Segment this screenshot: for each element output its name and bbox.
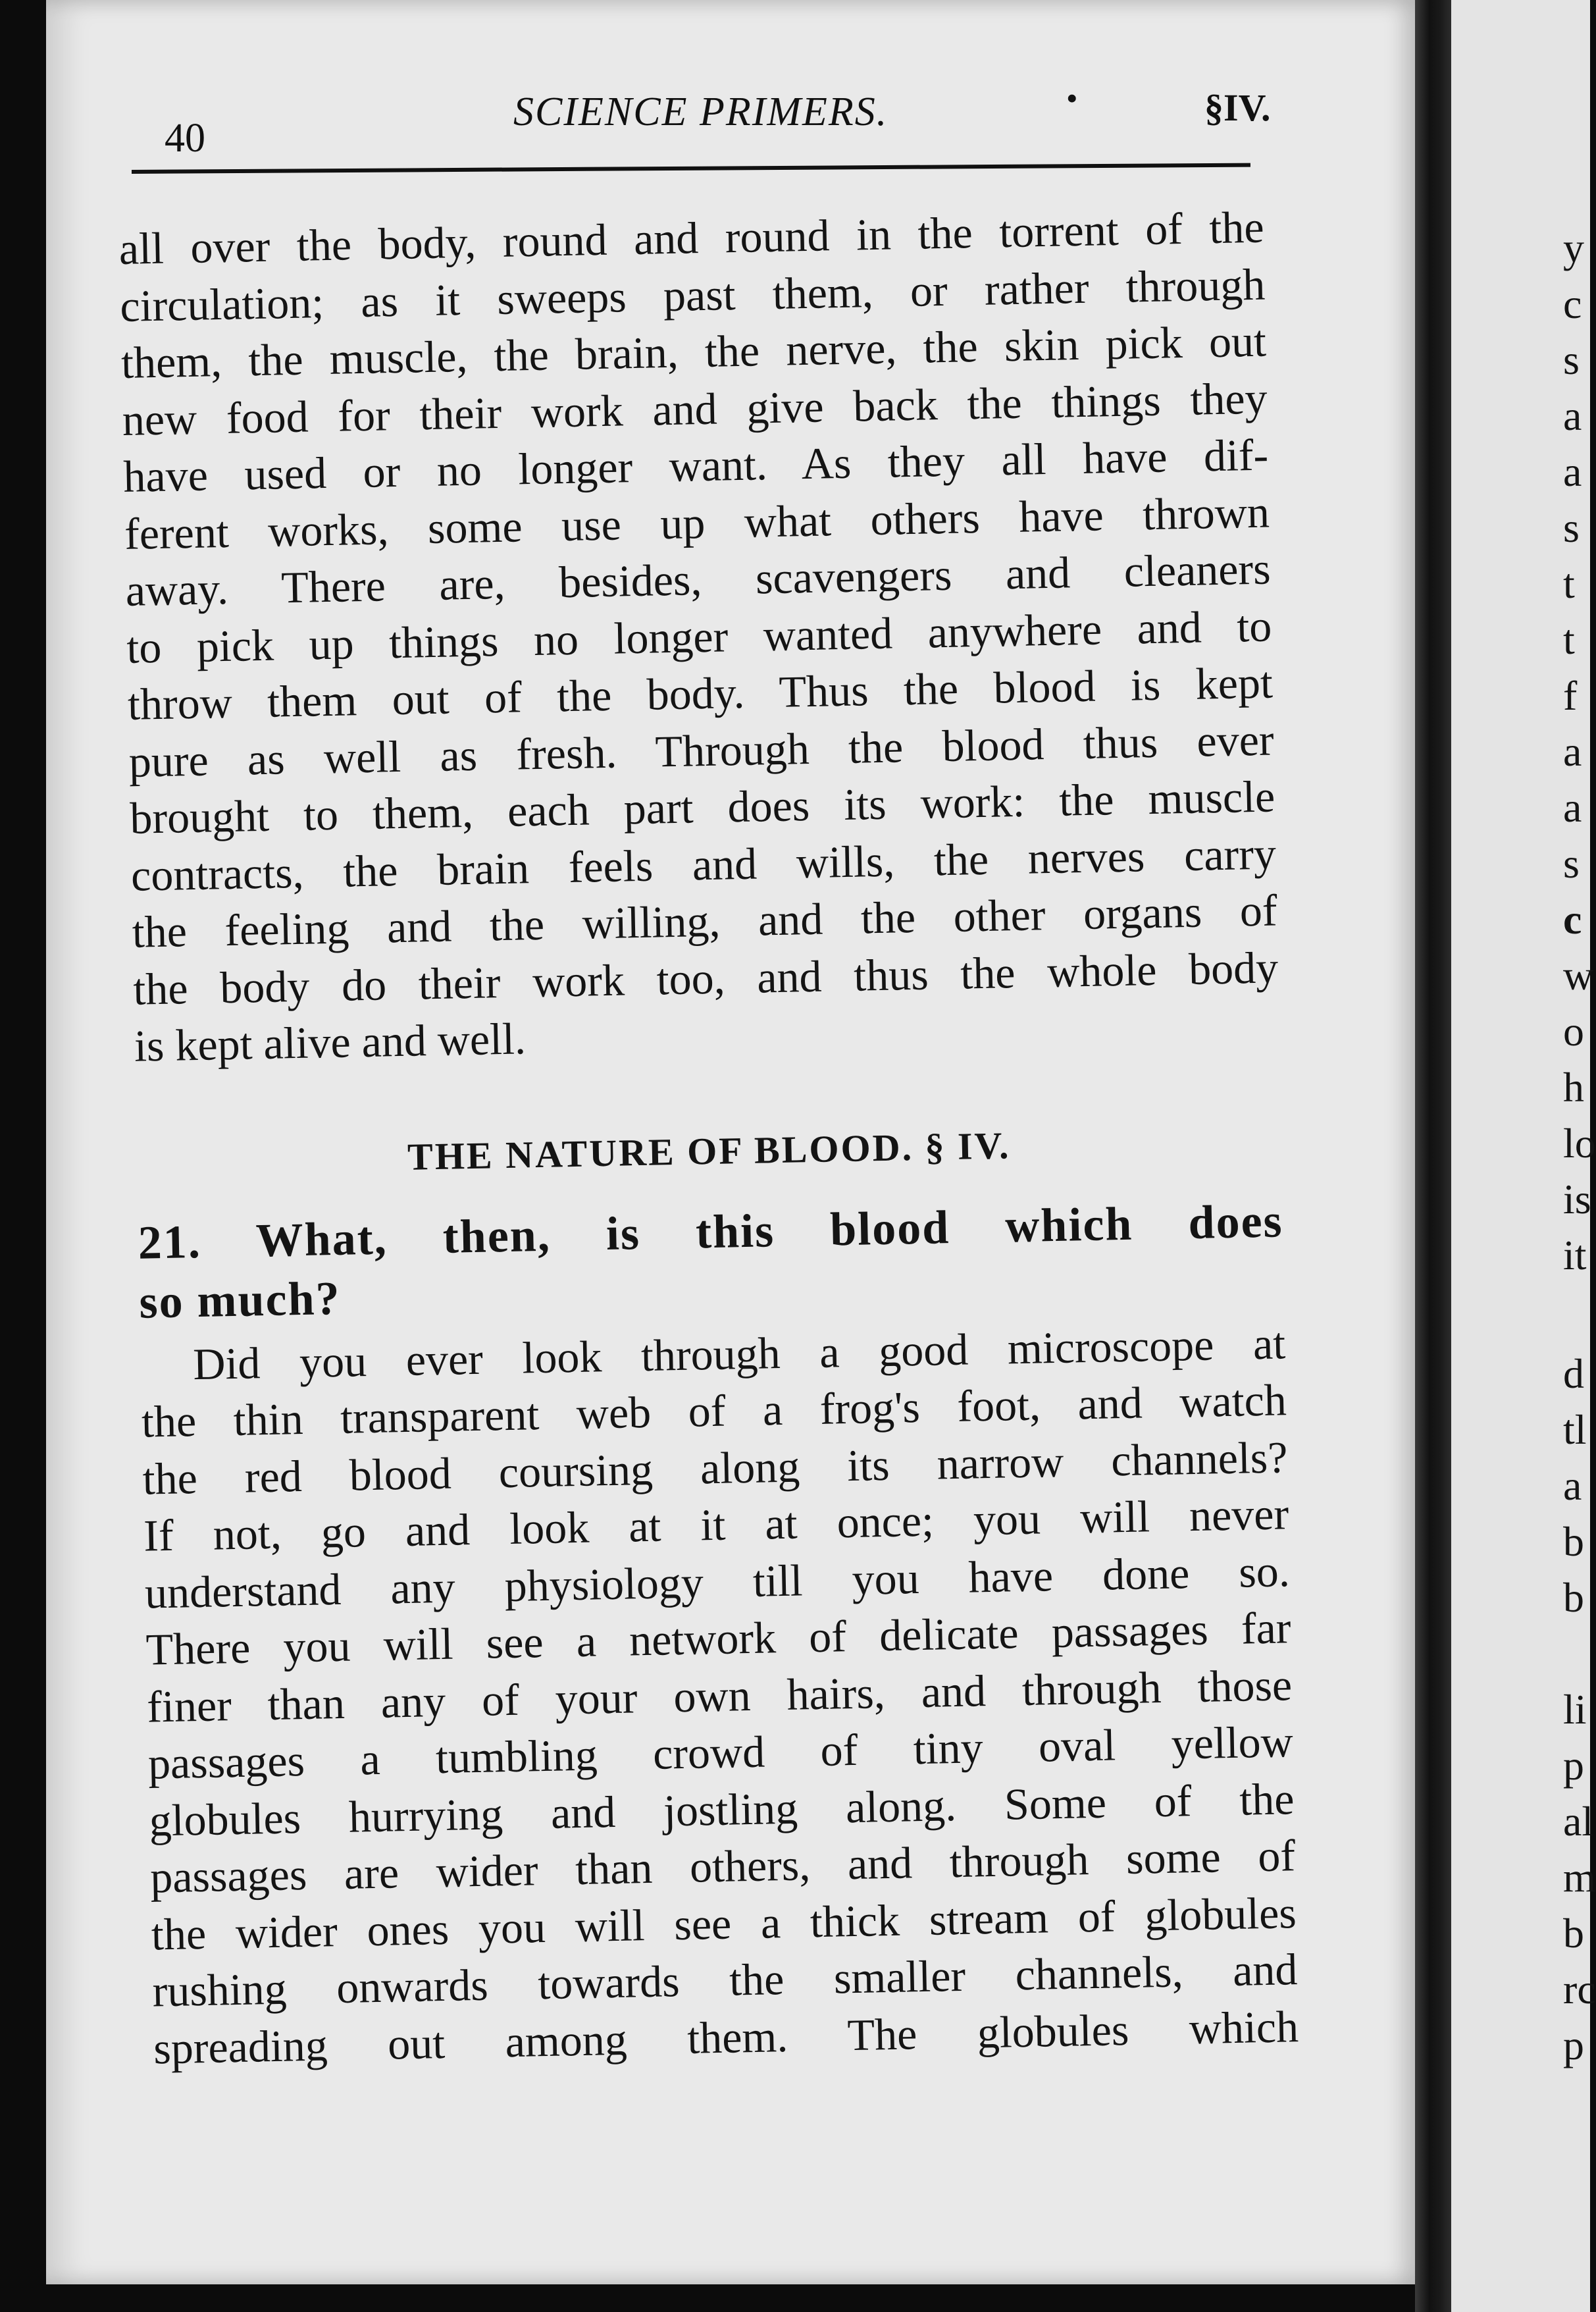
facing-letter: t bbox=[1563, 616, 1575, 663]
section-mark-icon: § bbox=[1204, 86, 1223, 129]
text-line: brought to them, each part does its work: the muscle bbox=[129, 771, 1275, 843]
facing-letter: it bbox=[1563, 1232, 1587, 1278]
text-line: have used or no longer want. As they all have dif- bbox=[122, 429, 1269, 502]
facing-letter: c bbox=[1563, 896, 1582, 943]
text-line: away. There are, besides, scavengers and cleaners bbox=[125, 543, 1272, 616]
facing-letter: s bbox=[1563, 840, 1580, 887]
section-heading: THE NATURE OF BLOOD. § IV. bbox=[407, 1123, 1012, 1178]
facing-letter: a bbox=[1563, 1462, 1582, 1509]
facing-letter: b bbox=[1563, 1518, 1584, 1565]
facing-letter: s bbox=[1563, 504, 1580, 551]
text-line: the thin transparent web of a frog's foot, and watch bbox=[141, 1375, 1287, 1447]
facing-letter: o bbox=[1563, 1008, 1584, 1055]
text-line: rushing onwards towards the smaller channels, and bbox=[151, 1944, 1299, 2016]
text-line: them, the muscle, the brain, the nerve, the skin pick out bbox=[120, 315, 1267, 388]
paragraph-continued bbox=[118, 199, 1280, 1075]
facing-letter: f bbox=[1563, 672, 1578, 719]
text-line: ferent works, some use up what others have thrown bbox=[124, 486, 1270, 559]
facing-page-edge bbox=[1451, 0, 1596, 2312]
text-line: finer than any of your own hairs, and through those bbox=[146, 1659, 1293, 1732]
facing-letter: h bbox=[1563, 1064, 1584, 1111]
text-line: the wider ones you will see a thick stream of globules bbox=[151, 1887, 1297, 1960]
text-line: If not, go and look at it at once; you will never bbox=[143, 1488, 1289, 1561]
text-line: pure as well as fresh. Through the blood thus ever bbox=[128, 714, 1275, 787]
facing-letter: d bbox=[1563, 1350, 1584, 1397]
facing-letter: a bbox=[1563, 392, 1582, 439]
text-line: is kept alive and well. bbox=[134, 1013, 527, 1071]
question-line: 21. What, then, is this blood which does bbox=[138, 1194, 1284, 1269]
facing-letter: a bbox=[1563, 728, 1582, 775]
book-gutter bbox=[1415, 0, 1451, 2312]
running-head bbox=[165, 79, 1323, 161]
running-title: SCIENCE PRIMERS. bbox=[513, 90, 888, 134]
text-line: all over the body, round and round in the torrent of the bbox=[118, 201, 1265, 274]
facing-letter: a bbox=[1563, 784, 1582, 831]
text-line: the feeling and the willing, and the other organs of bbox=[132, 885, 1278, 957]
facing-letter: b bbox=[1563, 1910, 1584, 1957]
text-line: the body do their work too, and thus the whole body bbox=[132, 941, 1279, 1014]
facing-letter: al bbox=[1563, 1798, 1594, 1845]
facing-letter: w bbox=[1563, 952, 1594, 999]
facing-letter: a bbox=[1563, 448, 1582, 495]
text-line: circulation; as it sweeps past them, or rather through bbox=[119, 259, 1266, 331]
text-line: contracts, the brain feels and wills, the nerves carry bbox=[130, 828, 1277, 901]
facing-letter: c bbox=[1563, 280, 1582, 327]
text-line: the red blood coursing along its narrow channels? bbox=[142, 1431, 1289, 1504]
question-heading bbox=[138, 1191, 1285, 1331]
body-text bbox=[118, 199, 1299, 2077]
facing-letter: b bbox=[1563, 1574, 1584, 1621]
text-line: understand any physiology till you have done so. bbox=[144, 1545, 1291, 1618]
text-line: new food for their work and give back the things they bbox=[122, 373, 1268, 445]
section-reference: §IV. bbox=[1204, 86, 1271, 129]
text-line: to pick up things no longer wanted anywhere and to bbox=[126, 600, 1272, 673]
facing-letter: li bbox=[1563, 1686, 1587, 1733]
text-line: Did you ever look through a good microscope at bbox=[192, 1317, 1286, 1389]
paragraph-answer bbox=[140, 1315, 1299, 2077]
facing-letter: is bbox=[1563, 1176, 1591, 1222]
facing-letter: s bbox=[1563, 336, 1580, 383]
facing-letter: t bbox=[1563, 560, 1575, 607]
facing-letter: tl bbox=[1563, 1406, 1587, 1453]
ink-speck: • bbox=[1066, 80, 1078, 117]
facing-letter: rc bbox=[1563, 1966, 1596, 2012]
facing-letter: m bbox=[1563, 1854, 1596, 1901]
text-line: globules hurrying and jostling along. Some of the bbox=[148, 1773, 1295, 1846]
text-line: There you will see a network of delicate passages far bbox=[145, 1602, 1292, 1675]
text-line: passages a tumbling crowd of tiny oval yellow bbox=[147, 1716, 1294, 1789]
facing-letter: p bbox=[1563, 1742, 1584, 1789]
text-line: spreading out among them. The globules which bbox=[153, 2001, 1299, 2073]
question-line: so much? bbox=[138, 1271, 342, 1328]
text-line: throw them out of the body. Thus the blood is kept bbox=[127, 657, 1274, 729]
facing-letter: lo bbox=[1563, 1120, 1596, 1167]
page-number: 40 bbox=[165, 116, 205, 161]
facing-letter: p bbox=[1563, 2022, 1584, 2068]
text-line: passages are wider than others, and through some of bbox=[149, 1830, 1296, 1903]
facing-letter: y bbox=[1563, 224, 1584, 271]
